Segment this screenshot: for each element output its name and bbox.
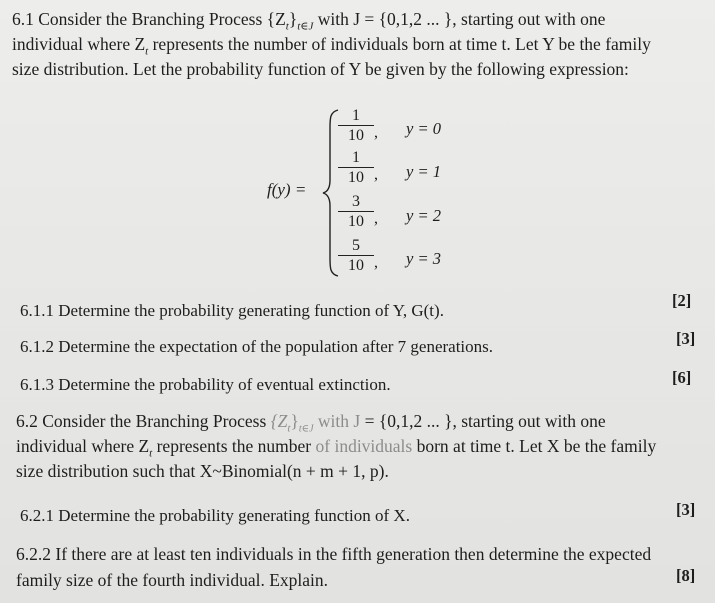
case-0-comma: , bbox=[374, 124, 378, 141]
q62-line-2: individual where $Z_t$ represents the number of individuals born at time t. Let X be the family bbox=[16, 436, 657, 460]
q621-mark: [3] bbox=[676, 500, 696, 519]
q611-text: 6.1.1 Determine the probability generating function of Y, G(t). bbox=[20, 301, 444, 320]
q622-mark: [8] bbox=[676, 566, 696, 585]
case-2-comma: , bbox=[374, 210, 378, 227]
q622-text-line-2: family size of the fourth individual. Explain. bbox=[16, 570, 329, 590]
case-1-fraction: 1 10 bbox=[336, 148, 376, 187]
case-1-condition: y = 1 bbox=[406, 162, 441, 181]
q62-line-1: 6.2 Consider the Branching Process $\{Z_t\}_{t\in J}$ with J = {0,1,2 ... }, starting out with one bbox=[16, 411, 606, 435]
q61-line-1: 6.1 Consider the Branching Process $\{Z_t\}_{t\in J}$ with J = {0,1,2 ... }, starting out with one bbox=[12, 9, 606, 33]
fy-label: f(y) = bbox=[267, 180, 307, 199]
case-3-comma: , bbox=[374, 254, 378, 271]
q62-line-3: size distribution such that X~Binomial(n + m + 1, p). bbox=[16, 461, 389, 481]
q621-text: 6.2.1 Determine the probability generating function of X. bbox=[20, 506, 410, 525]
case-2-condition: y = 2 bbox=[406, 206, 441, 225]
q622-text-line-1: 6.2.2 If there are at least ten individuals in the fifth generation then determine the expected bbox=[16, 544, 652, 564]
q61-line-3: size distribution. Let the probability function of Y be given by the following expression: bbox=[12, 59, 629, 79]
case-3-fraction: 5 10 bbox=[336, 236, 376, 275]
case-1-comma: , bbox=[374, 166, 378, 183]
q612-mark: [3] bbox=[676, 329, 696, 348]
case-3-condition: y = 3 bbox=[406, 249, 441, 268]
q61-line-2: individual where $Z_t$ represents the number of individuals born at time t. Let Y be the family bbox=[12, 34, 651, 58]
case-0-condition: y = 0 bbox=[406, 119, 441, 138]
case-0-fraction: 1 10 bbox=[336, 106, 376, 145]
q613-text: 6.1.3 Determine the probability of eventual extinction. bbox=[20, 375, 391, 394]
case-2-fraction: 3 10 bbox=[336, 192, 376, 231]
q611-mark: [2] bbox=[672, 291, 692, 310]
q612-text: 6.1.2 Determine the expectation of the population after 7 generations. bbox=[20, 337, 494, 356]
q613-mark: [6] bbox=[672, 368, 692, 387]
